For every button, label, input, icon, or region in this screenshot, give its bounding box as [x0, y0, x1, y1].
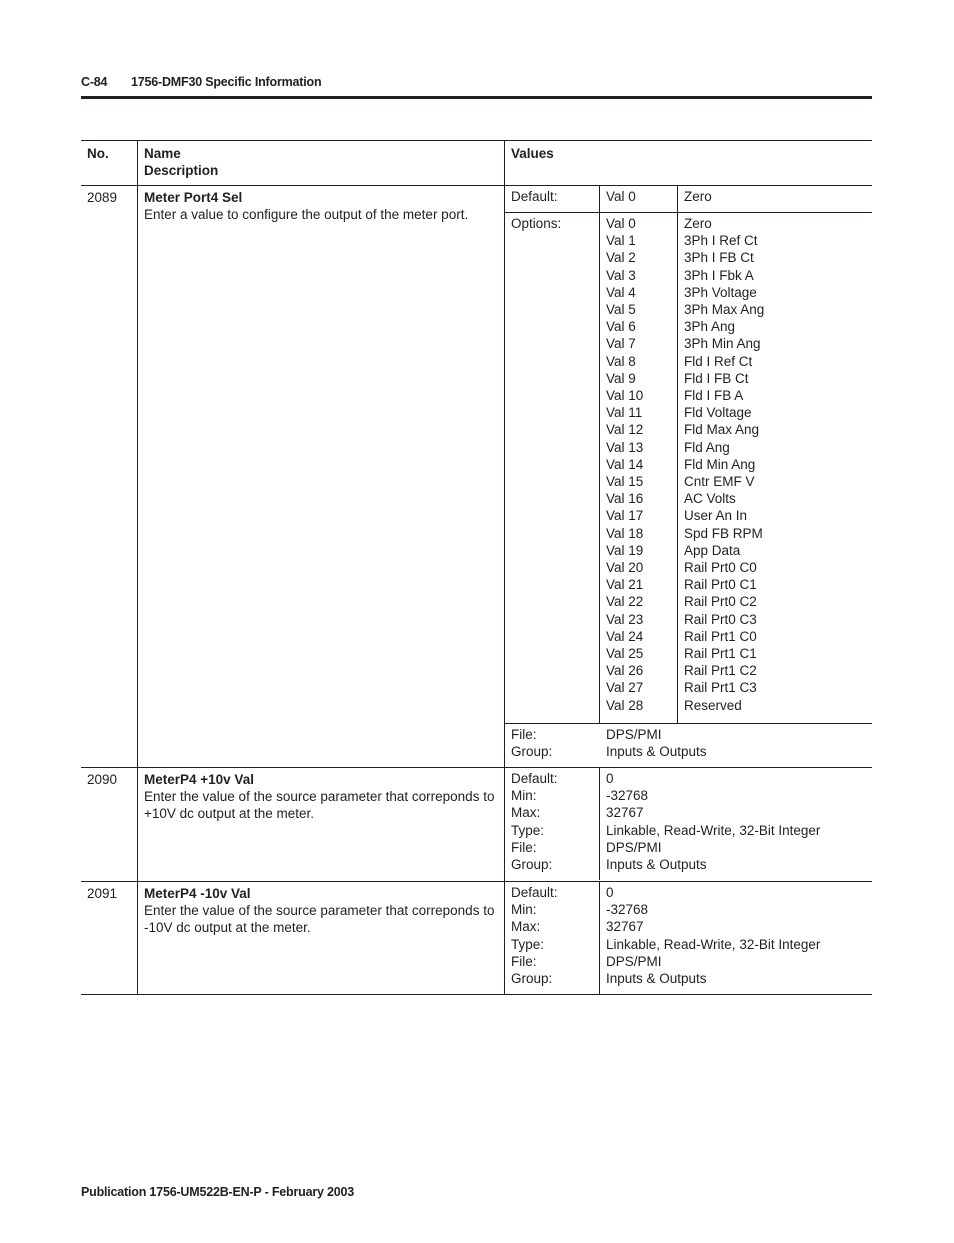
option-text: AC Volts	[684, 491, 736, 507]
option-value: Val 25	[606, 646, 644, 662]
group-label: Group:	[511, 744, 553, 760]
max-label: Max:	[511, 919, 541, 935]
header-values: Values	[511, 146, 554, 161]
option-value: Val 5	[606, 302, 636, 318]
options-label: Options:	[505, 213, 600, 723]
option-value: Val 13	[606, 439, 644, 455]
option-text: Fld Min Ang	[684, 456, 756, 472]
option-value: Val 4	[606, 284, 636, 300]
type-label: Type:	[511, 822, 545, 838]
file-group	[505, 723, 872, 767]
option-text: 3Ph I FB Ct	[684, 250, 754, 266]
file-group-values	[600, 724, 872, 767]
option-value: Val 18	[606, 525, 644, 541]
options-texts-col	[678, 213, 872, 723]
option-value: Val 12	[606, 422, 644, 438]
param-description: Enter the value of the source parameter that correponds to +10V dc output at the meter.	[144, 789, 495, 822]
param-name-cell	[138, 882, 505, 994]
option-value: Val 23	[606, 611, 644, 627]
option-value: Val 22	[606, 594, 644, 610]
group-label: Group:	[511, 971, 553, 987]
param-name: MeterP4 +10v Val	[144, 772, 254, 787]
header-rule	[81, 96, 872, 99]
option-text: Rail Prt1 C3	[684, 680, 757, 696]
option-text: Rail Prt0 C0	[684, 560, 757, 576]
option-value: Val 1	[606, 233, 636, 249]
param-name-cell	[138, 186, 505, 767]
options-group	[505, 212, 872, 723]
option-text: Spd FB RPM	[684, 525, 763, 541]
default-value: Val 0	[600, 186, 678, 212]
table-row-2091	[81, 882, 872, 994]
param-values	[505, 768, 872, 881]
option-text: Fld I Ref Ct	[684, 353, 753, 369]
option-text: Zero	[684, 216, 712, 231]
default-label: Default:	[511, 771, 558, 786]
default-text: Zero	[684, 189, 712, 204]
option-value: Val 16	[606, 491, 644, 507]
attribute-values	[600, 768, 872, 880]
option-value: Val 8	[606, 353, 636, 369]
file-group-labels	[505, 724, 600, 767]
option-text: User An In	[684, 508, 748, 524]
type-value: Linkable, Read-Write, 32-Bit Integer	[606, 936, 821, 952]
param-no: 2090	[81, 768, 138, 881]
param-values	[505, 186, 872, 767]
option-value: Val 17	[606, 508, 644, 524]
option-value: Val 6	[606, 319, 636, 335]
option-text: Fld I FB Ct	[684, 370, 749, 386]
attribute-labels	[505, 768, 600, 880]
param-name: Meter Port4 Sel	[144, 190, 243, 205]
attributes-group	[505, 882, 872, 994]
option-value: Val 28	[606, 697, 644, 713]
table-row-2090	[81, 768, 872, 882]
option-value: Val 26	[606, 663, 644, 679]
option-text: Fld Ang	[684, 439, 730, 455]
option-value: Val 11	[606, 405, 643, 421]
option-value: Val 15	[606, 474, 644, 490]
option-text: Rail Prt0 C2	[684, 594, 757, 610]
table-row-2089	[81, 186, 872, 768]
default-group	[505, 186, 872, 212]
option-text: 3Ph I Fbk A	[684, 267, 754, 283]
parameter-table	[81, 140, 872, 995]
option-value: Val 3	[606, 267, 636, 283]
table-header-row	[81, 141, 872, 186]
file-label: File:	[511, 727, 537, 742]
min-value: -32768	[606, 788, 649, 804]
header-name-description	[138, 141, 505, 185]
max-label: Max:	[511, 805, 541, 821]
option-text: Fld I FB A	[684, 388, 744, 404]
min-label: Min:	[511, 902, 537, 918]
option-value: Val 14	[606, 456, 644, 472]
attributes-group	[505, 768, 872, 880]
option-text: 3Ph Min Ang	[684, 336, 761, 352]
param-no: 2089	[81, 186, 138, 767]
file-value: DPS/PMI	[606, 727, 662, 742]
option-value: Val 7	[606, 336, 636, 352]
header-description: Description	[144, 163, 219, 179]
option-text: Fld Voltage	[684, 405, 752, 421]
group-value: Inputs & Outputs	[606, 857, 707, 873]
options-values-col	[600, 213, 678, 723]
header-no: No.	[81, 141, 138, 185]
max-value: 32767	[606, 919, 644, 935]
default-label: Default:	[505, 186, 600, 212]
param-no: 2091	[81, 882, 138, 994]
max-value: 32767	[606, 805, 644, 821]
option-value: Val 2	[606, 250, 636, 266]
min-value: -32768	[606, 902, 649, 918]
option-text: Reserved	[684, 697, 742, 713]
option-text: Fld Max Ang	[684, 422, 760, 438]
option-value: Val 20	[606, 560, 644, 576]
option-text: Rail Prt1 C2	[684, 663, 757, 679]
option-text: 3Ph Ang	[684, 319, 736, 335]
option-value: Val 0	[606, 216, 636, 231]
attribute-labels	[505, 882, 600, 994]
default-value: 0	[606, 885, 614, 900]
option-text: 3Ph Max Ang	[684, 302, 765, 318]
option-text: 3Ph Voltage	[684, 284, 757, 300]
option-value: Val 19	[606, 542, 644, 558]
option-value: Val 9	[606, 370, 636, 386]
option-value: Val 24	[606, 628, 644, 644]
type-label: Type:	[511, 936, 545, 952]
option-value: Val 21	[606, 577, 644, 593]
option-text: Rail Prt0 C3	[684, 611, 757, 627]
page-footer: Publication 1756-UM522B-EN-P - February 2003	[81, 1185, 355, 1199]
param-values	[505, 882, 872, 994]
file-label: File:	[511, 953, 537, 969]
type-value: Linkable, Read-Write, 32-Bit Integer	[606, 822, 821, 838]
header-name: Name	[144, 146, 181, 161]
group-label: Group:	[511, 857, 553, 873]
page-header-title: 1756-DMF30 Specific Information	[131, 75, 322, 89]
default-value: 0	[606, 771, 614, 786]
file-label: File:	[511, 839, 537, 855]
default-label: Default:	[511, 885, 558, 900]
group-value: Inputs & Outputs	[606, 971, 707, 987]
param-description: Enter the value of the source parameter that correponds to -10V dc output at the meter.	[144, 903, 495, 936]
option-text: Rail Prt0 C1	[684, 577, 757, 593]
option-text: App Data	[684, 542, 741, 558]
option-value: Val 27	[606, 680, 644, 696]
group-value: Inputs & Outputs	[606, 744, 707, 760]
file-value: DPS/PMI	[606, 953, 662, 969]
attribute-values	[600, 882, 872, 994]
page-header	[81, 75, 321, 89]
option-text: Rail Prt1 C1	[684, 646, 757, 662]
option-text: 3Ph I Ref Ct	[684, 233, 758, 249]
param-name: MeterP4 -10v Val	[144, 886, 251, 901]
min-label: Min:	[511, 788, 537, 804]
param-description: Enter a value to configure the output of the meter port.	[144, 207, 469, 223]
option-text: Rail Prt1 C0	[684, 628, 757, 644]
page-number: C-84	[81, 75, 108, 89]
file-value: DPS/PMI	[606, 839, 662, 855]
param-name-cell	[138, 768, 505, 881]
option-text: Cntr EMF V	[684, 474, 755, 490]
option-value: Val 10	[606, 388, 644, 404]
